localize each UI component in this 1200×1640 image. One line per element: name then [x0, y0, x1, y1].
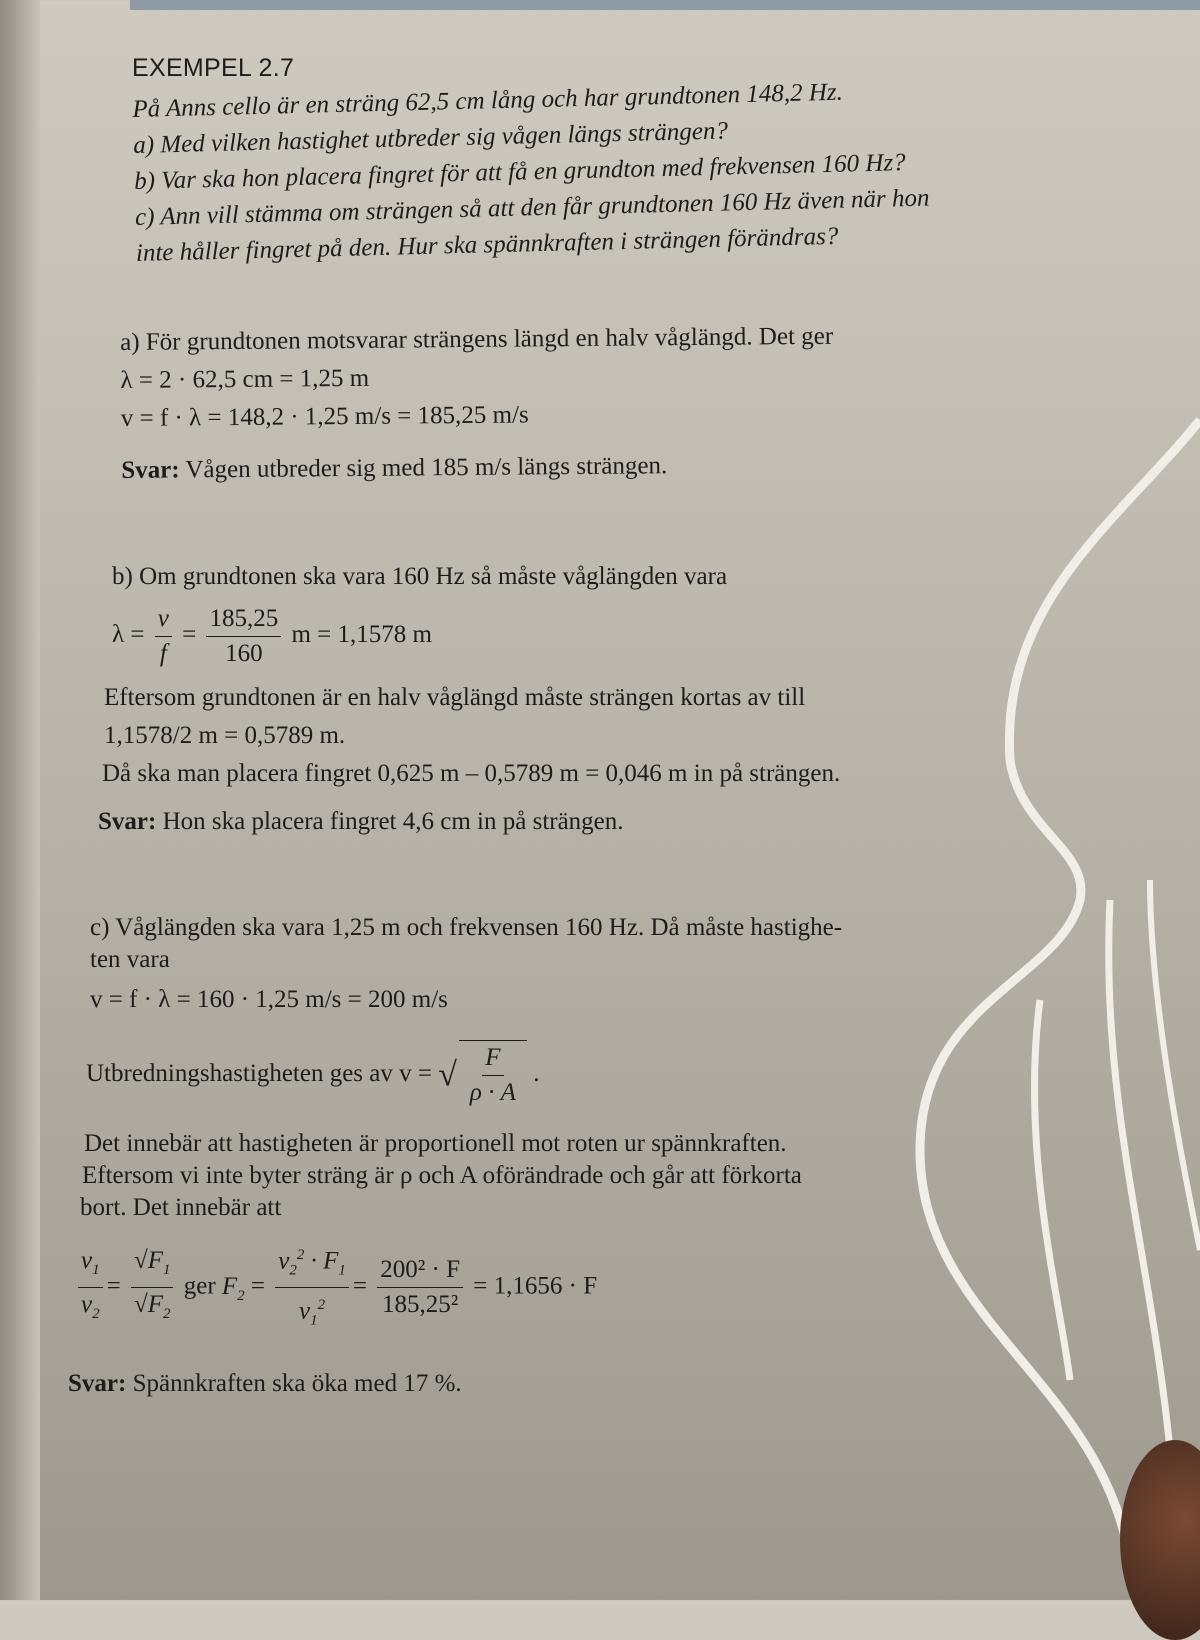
solution-c: c) Våglängden ska vara 1,25 m och frekvensen 160 Hz. Då måste hastighe- ten vara v = f · λ = 160 · 1,25 m/s = 200 m/s Utbredningshastigheten ges av v = √ $\frac{F}{\rho \cdot A}$ . Det innebär att hastigheten är proportionell mot roten ur spännkraften. Eftersom vi inte byter sträng är ρ och A oförändrade och går att förkorta bort. Det innebär att $\frac{v_1}{v_2}$ = $\frac{√F_1}{√F_2}$ ger $F_2$ = $\frac{v_2^2 \cdot F_1}{v_1^2}$ = $\frac{\text{200² · F}}{\text{185,25²}}$ = 1,1656 · F Svar: Spännkraften ska öka med 17 %.: [90, 912, 842, 1400]
answer-b: Svar: Hon ska placera fingret 4,6 cm in på strängen.: [98, 808, 624, 835]
example-heading: EXEMPEL 2.7: [132, 54, 295, 82]
force-ratio-equation: $\frac{v_1}{v_2}$ = $\frac{√F_1}{√F_2}$ ger $F_2$ = $\frac{v_2^2 \cdot F_1}{v_1^2}$ = $\frac{\text{200² · F}}{\text{185,25²}}$ = 1,1656 · F: [74, 1238, 842, 1338]
solution-b: b) Om grundtonen ska vara 160 Hz så måste våglängden vara λ = $\frac{v}{f}$ = $\frac{185,25}{160}$ m = 1,1578 m Eftersom grundtonen är en halv våglängd måste strängen kortas av till 1,1578/2 m = 0,5789 m. Då ska man placera fingret 0,625 m – 0,5789 m = 0,046 m in på strängen. Svar: Hon ska placera fingret 4,6 cm in på strängen.: [112, 558, 840, 841]
problem-line: På Anns cello är en sträng 62,5 cm lång och har grundtonen 148,2 Hz.: [132, 78, 844, 123]
solution-b-intro: b) Om grundtonen ska vara 160 Hz så måste våglängden vara: [112, 563, 728, 590]
answer-a: Svar: Vågen utbreder sig med 185 m/s längs strängen.: [121, 452, 668, 484]
problem-line: b) Var ska hon placera fingret för att få en grundton med frekvensen 160 Hz?: [133, 149, 906, 195]
problem-line: a) Med vilken hastighet utbreder sig vågen längs strängen?: [132, 117, 729, 159]
solution-a: [120, 318, 834, 490]
problem-text: [132, 73, 931, 272]
wavelength-fraction-equation: λ = $\frac{v}{f}$ = $\frac{185,25}{160}$ m = 1,1578 m: [112, 602, 840, 671]
answer-c: Svar: Spännkraften ska öka med 17 %.: [68, 1369, 462, 1397]
speed-equation: v = f · λ = 148,2 · 1,25 m/s = 185,25 m/s: [120, 401, 529, 432]
solution-a-intro: a) För grundtonen motsvarar strängens längd en halv våglängd. Det ger: [120, 322, 834, 356]
wavelength-equation: λ = 2 · 62,5 cm = 1,25 m: [120, 364, 370, 394]
speed-equation-c: v = f · λ = 160 · 1,25 m/s = 200 m/s: [90, 986, 448, 1013]
speed-formula: Utbredningshastigheten ges av v = √ $\frac{F}{\rho \cdot A}$ .: [86, 1040, 842, 1110]
problem-line: inte håller fingret på den. Hur ska spännkraften i strängen förändras?: [135, 222, 839, 267]
problem-line: c) Ann vill stämma om strängen så att den får grundtonen 160 Hz även när hon: [134, 184, 930, 231]
